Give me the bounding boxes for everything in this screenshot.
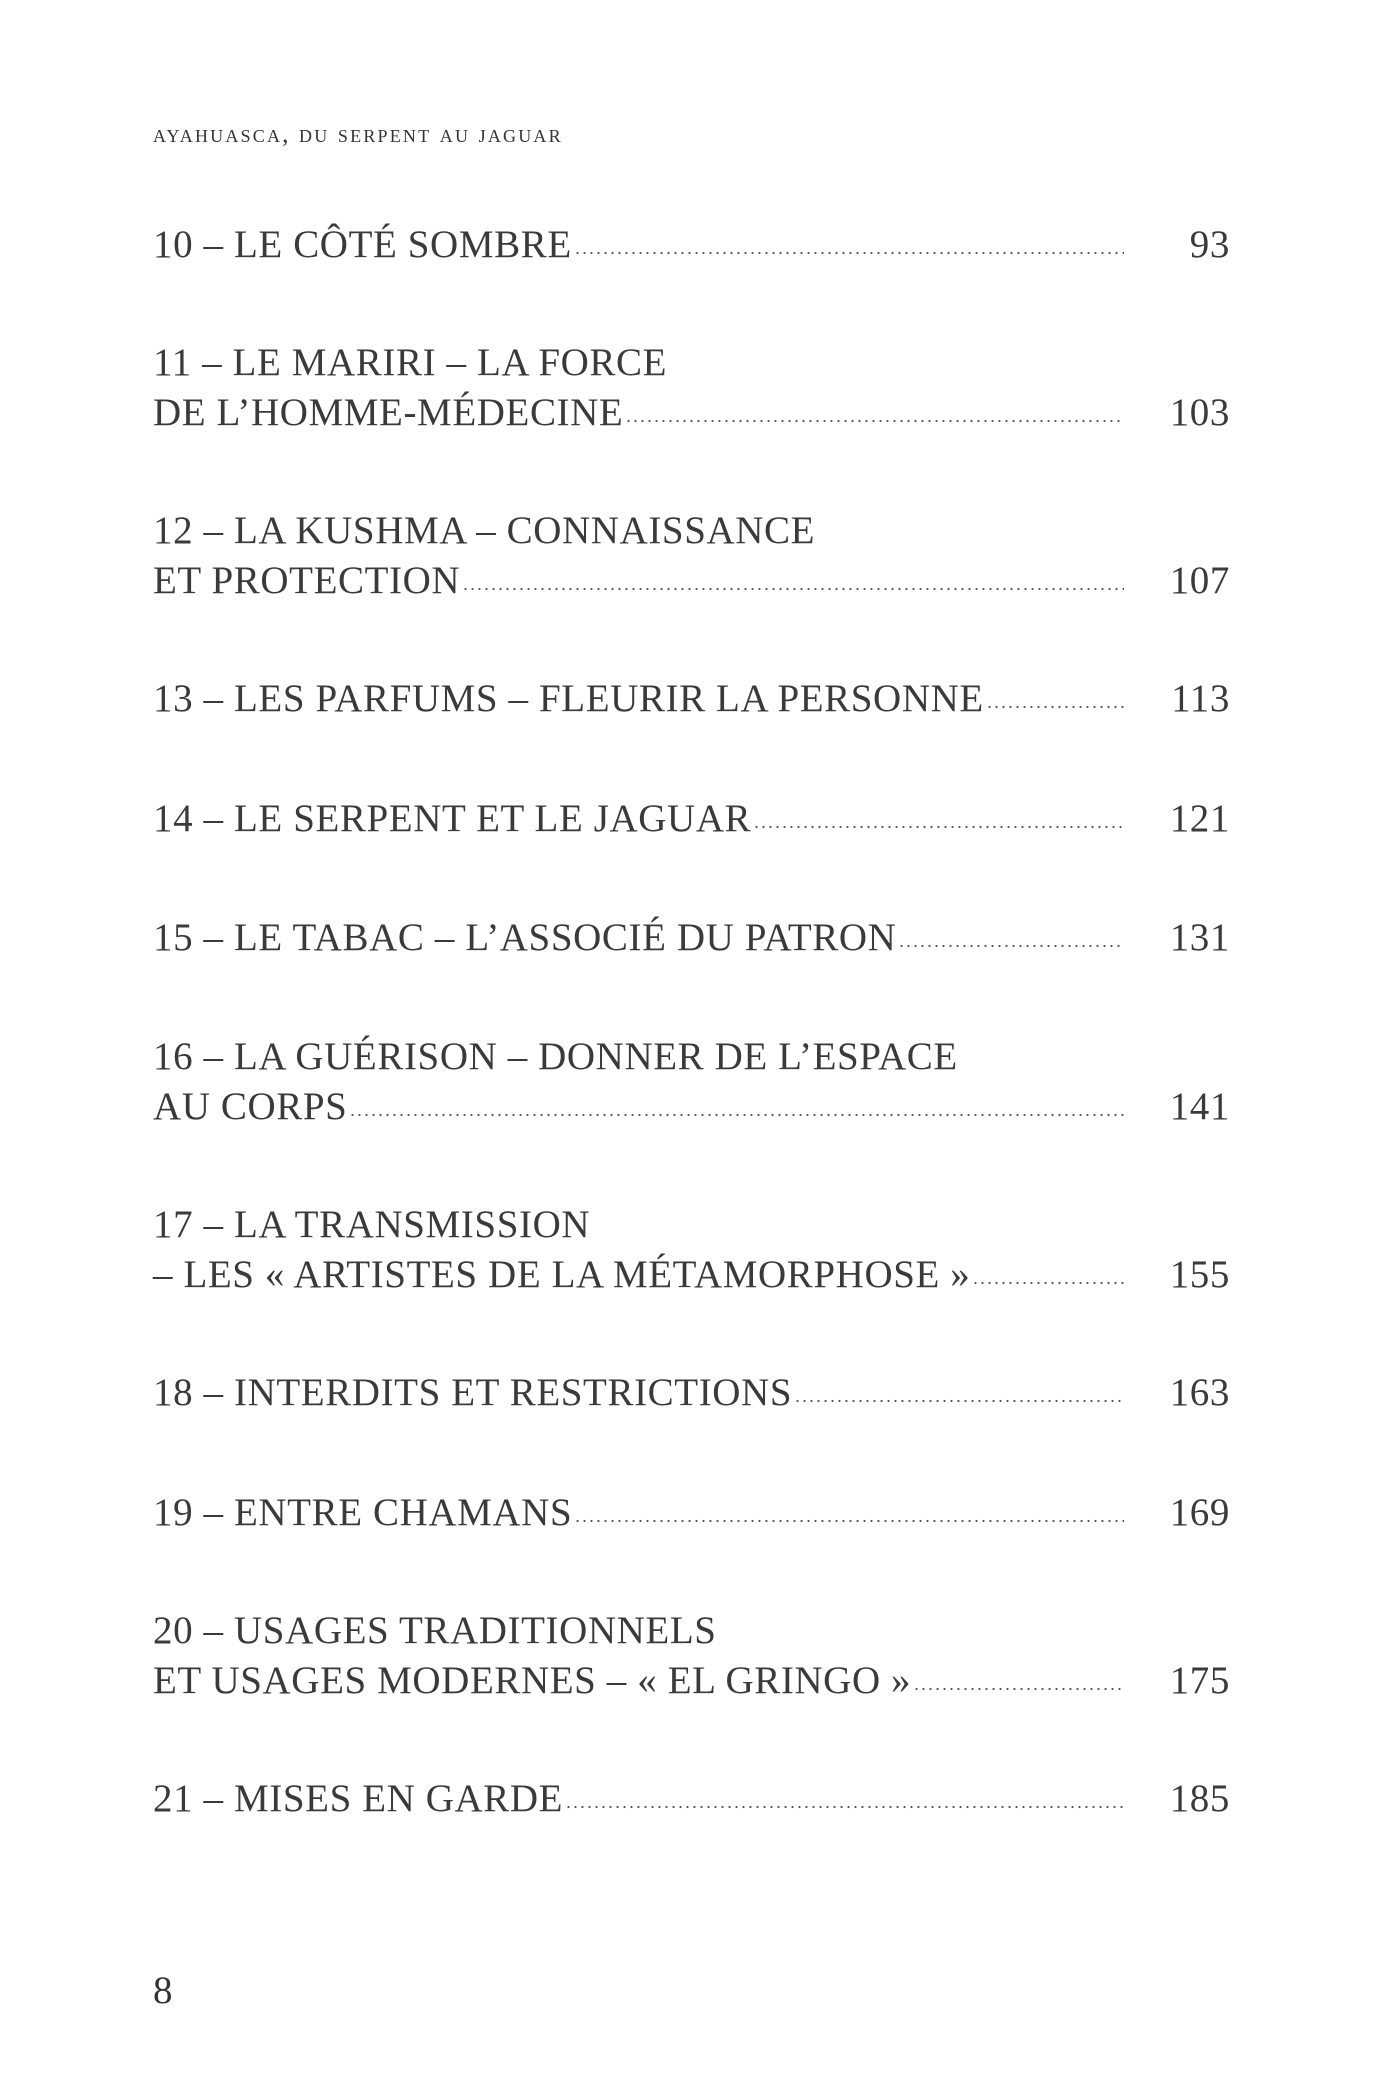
dot-leader (972, 1280, 1124, 1286)
toc-page-number: 131 (1169, 916, 1230, 959)
toc-entry-title: 10 – LE CÔTÉ SOMBRE (153, 223, 572, 266)
dot-leader (574, 1518, 1124, 1524)
toc-entry-title: 18 – INTERDITS ET RESTRICTIONS (153, 1371, 793, 1414)
dot-leader (625, 418, 1124, 424)
toc-entry-title-continued: – LES « ARTISTES DE LA MÉTAMORPHOSE » (153, 1253, 971, 1296)
toc-entry-title: 21 – MISES EN GARDE (153, 1777, 564, 1820)
toc-entry (153, 1032, 1230, 1132)
toc-entry (153, 1606, 1230, 1706)
toc-line (153, 1200, 1230, 1250)
toc-line (153, 674, 1230, 724)
toc-line (153, 1250, 1230, 1300)
toc-line (153, 1082, 1230, 1132)
toc-entry-title-continued: ET USAGES MODERNES – « EL GRINGO » (153, 1659, 912, 1702)
toc-line (153, 388, 1230, 438)
dot-leader (565, 1804, 1124, 1810)
toc-entry-title: 17 – LA TRANSMISSION (153, 1203, 591, 1246)
dot-leader (986, 704, 1124, 710)
toc-entry (153, 220, 1230, 270)
toc-line (153, 220, 1230, 270)
toc-entry (153, 1488, 1230, 1538)
toc-line (153, 338, 1230, 388)
toc-line (153, 1774, 1230, 1824)
toc-line (153, 1368, 1230, 1418)
toc-entry-title-continued: AU CORPS (153, 1085, 348, 1128)
toc-entry (153, 674, 1230, 724)
toc-line (153, 913, 1230, 963)
dot-leader (794, 1398, 1124, 1404)
toc-page-number: 175 (1169, 1659, 1230, 1702)
toc-entry-title: 14 – LE SERPENT ET LE JAGUAR (153, 797, 752, 840)
toc-page-number: 103 (1169, 391, 1230, 434)
toc-page-number: 121 (1169, 797, 1230, 840)
toc-entry-title: 19 – ENTRE CHAMANS (153, 1491, 573, 1534)
toc-entry-title: 16 – LA GUÉRISON – DONNER DE L’ESPACE (153, 1035, 958, 1078)
dot-leader (898, 943, 1124, 949)
toc-line (153, 1606, 1230, 1656)
toc-entry-title-continued: DE L’HOMME-MÉDECINE (153, 391, 624, 434)
toc-entry (153, 913, 1230, 963)
toc-entry (153, 1368, 1230, 1418)
toc-entry (153, 506, 1230, 606)
toc-entry (153, 794, 1230, 844)
toc-entry-title: 13 – LES PARFUMS – FLEURIR LA PERSONNE (153, 677, 984, 720)
toc-page-number: 113 (1171, 677, 1230, 720)
toc-entry (153, 1200, 1230, 1300)
toc-line (153, 1488, 1230, 1538)
toc-line (153, 794, 1230, 844)
toc-entry-title: 12 – LA KUSHMA – CONNAISSANCE (153, 509, 816, 552)
toc-entry-title: 20 – USAGES TRADITIONNELS (153, 1609, 717, 1652)
dot-leader (349, 1112, 1124, 1118)
dot-leader (753, 824, 1124, 830)
dot-leader (574, 250, 1124, 256)
toc-page-number: 93 (1189, 223, 1230, 266)
toc-line (153, 1032, 1230, 1082)
dot-leader (462, 586, 1124, 592)
running-header: ayahuasca, du serpent au jaguar (153, 121, 563, 148)
toc-page-number: 169 (1169, 1491, 1230, 1534)
toc-line (153, 556, 1230, 606)
page-number: 8 (153, 1969, 173, 2012)
toc-entry-title: 15 – LE TABAC – L’ASSOCIÉ DU PATRON (153, 916, 897, 959)
toc-entry (153, 1774, 1230, 1824)
toc-page-number: 155 (1169, 1253, 1230, 1296)
toc-entry-title: 11 – LE MARIRI – LA FORCE (153, 341, 668, 384)
toc-page-number: 141 (1169, 1085, 1230, 1128)
toc-entry (153, 338, 1230, 438)
dot-leader (913, 1686, 1124, 1692)
toc-line (153, 1656, 1230, 1706)
toc-page-number: 163 (1169, 1371, 1230, 1414)
toc-line (153, 506, 1230, 556)
toc-entry-title-continued: ET PROTECTION (153, 559, 461, 602)
toc-page-number: 107 (1169, 559, 1230, 602)
toc-page-number: 185 (1169, 1777, 1230, 1820)
